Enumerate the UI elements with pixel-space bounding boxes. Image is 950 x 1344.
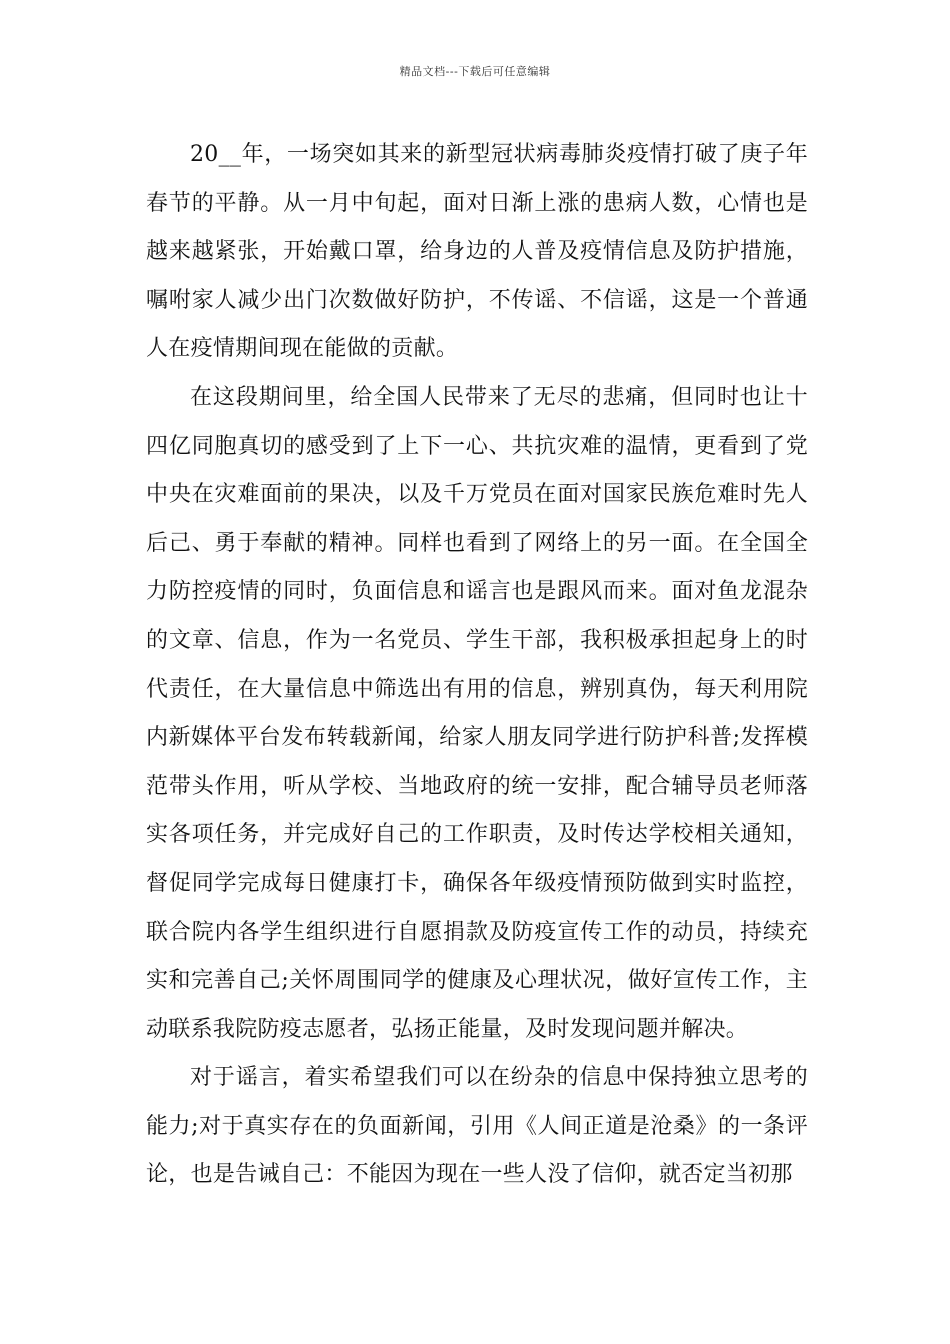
document-body (146, 131, 808, 1200)
page-header: 精品文档---下载后可任意编辑 (399, 65, 551, 78)
paragraph-1: 20__年，一场突如其来的新型冠状病毒肺炎疫情打破了庚子年春节的平静。从一月中旬起，面对日渐上涨的患病人数，心情也是越来越紧张，开始戴口罩，给身边的人普及疫情信息及防护措施，嘱咐家人减少出门次数做好防护，不传谣、不信谣，这是一个普通人在疫情期间现在能做的贡献。 (146, 142, 808, 362)
paragraph-3: 对于谣言，着实希望我们可以在纷杂的信息中保持独立思考的能力;对于真实存在的负面新闻，引用《人间正道是沧桑》的一条评论，也是告诫自己：不能因为现在一些人没了信仰，就否定当初那 (146, 1065, 808, 1188)
paragraph-2: 在这段期间里，给全国人民带来了无尽的悲痛，但同时也让十四亿同胞真切的感受到了上下一心、共抗灾难的温情，更看到了党中央在灾难面前的果决，以及千万党员在面对国家民族危难时先人后己、勇于奉献的精神。同样也看到了网络上的另一面。在全国全力防控疫情的同时，负面信息和谣言也是跟风而来。面对鱼龙混杂的文章、信息，作为一名党员、学生干部，我积极承担起身上的时代责任，在大量信息中筛选出有用的信息，辨别真伪，每天利用院内新媒体平台发布转载新闻，给家人朋友同学进行防护科普;发挥模范带头作用，听从学校、当地政府的统一安排，配合辅导员老师落实各项任务，并完成好自己的工作职责，及时传达学校相关通知，督促同学完成每日健康打卡，确保各年级疫情预防做到实时监控，联合院内各学生组织进行自愿捐款及防疫宣传工作的动员，持续充实和完善自己;关怀周围同学的健康及心理状况，做好宣传工作，主动联系我院防疫志愿者，弘扬正能量，及时发现问题并解决。 (146, 384, 808, 1042)
